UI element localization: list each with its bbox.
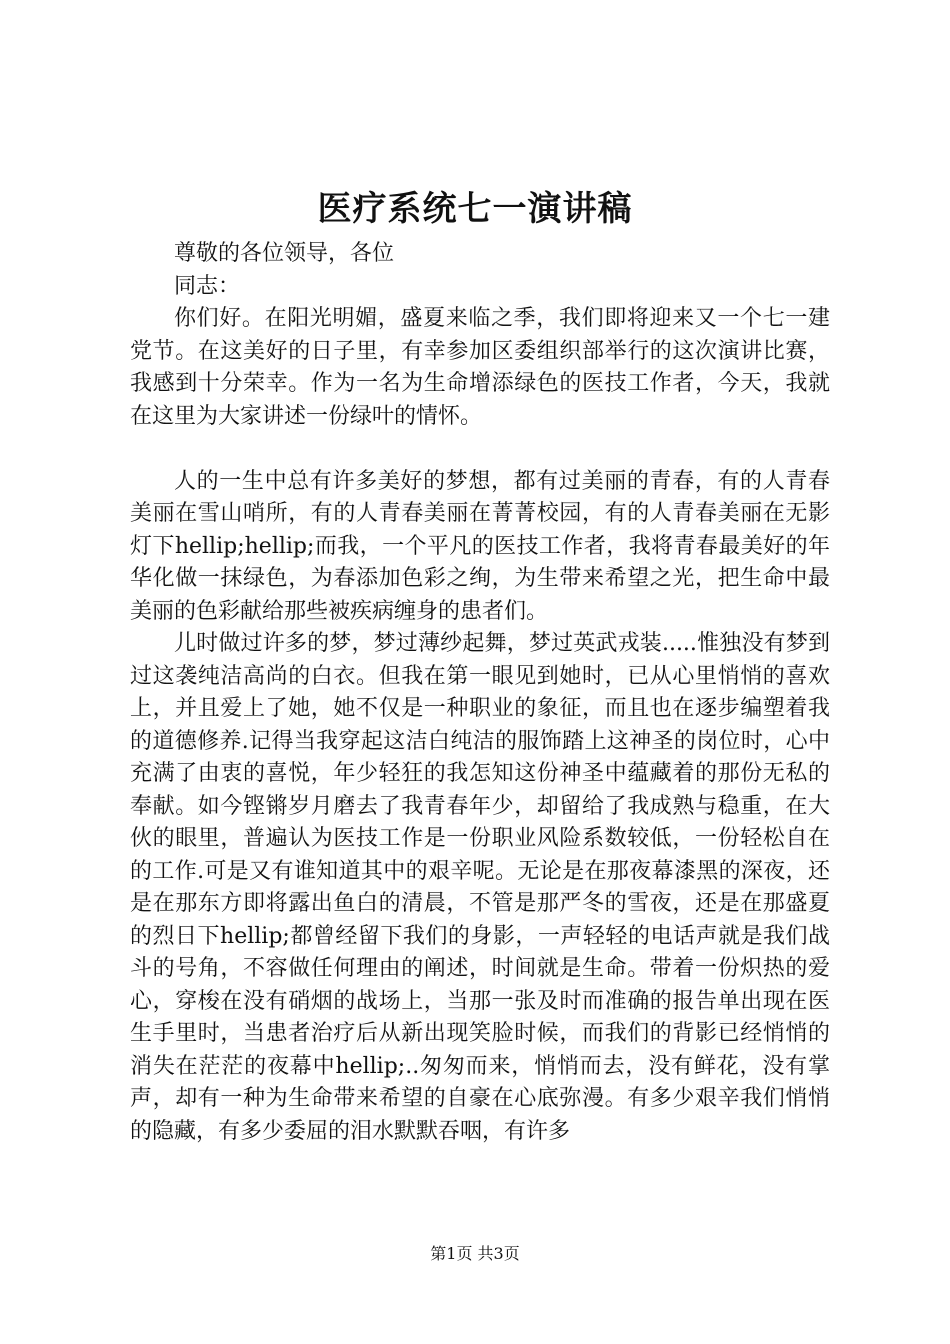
greeting-line: 同志： bbox=[174, 273, 241, 299]
document-title: 医疗系统七一演讲稿 bbox=[317, 189, 633, 229]
paragraph-intro: 你们好。在阳光明媚，盛夏来临之季，我们即将迎来又一个七一建党节。在这美好的日子里，有幸参加区委组织部举行的这次演讲比赛，我感到十分荣幸。作为一名为生命增添绿色的医技工作者，今天，我就在这里为大家讲述一份绿叶的情怀。 bbox=[130, 306, 830, 429]
paragraph-gap bbox=[130, 433, 830, 466]
page-number: 第1页 共3页 bbox=[430, 1244, 520, 1263]
greeting-line: 尊敬的各位领导，各位 bbox=[174, 241, 395, 266]
paragraph-childhood: 儿时做过许多的梦，梦过薄纱起舞，梦过英武戎装.....惟独没有梦到过这袭纯洁高尚的白衣。但我在第一眼见到她时，已从心里悄悄的喜欢上，并且爱上了她，她不仅是一种职业的象征，而且也在逐步编塑着我的道德修养.记得当我穿起这洁白纯洁的服饰踏上这神圣的岗位时，心中充满了由衷的喜悦，年少轻狂的我怎知这份神圣中蕴藏着的那份无私的奉献。如今铿锵岁月磨去了我青春年少，却留给了我成熟与稳重，在大伙的眼里，普遍认为医技工作是一份职业风险系数较低，一份轻松自在的工作.可是又有谁知道其中的艰辛呢。无论是在那夜幕漆黑的深夜，还是在那东方即将露出鱼白的清晨，不管是那严冬的雪夜，还是在那盛夏的烈日下hellip;都曾经留下我们的身影，一声轻轻的电话声就是我们战斗的号角，不容做任何理由的阐述，时间就是生命。带着一份炽热的爱心，穿梭在没有硝烟的战场上，当那一张及时而准确的报告单出现在医生手里时，当患者治疗后从新出现笑脸时候，而我们的背影已经悄悄的消失在茫茫的夜幕中hellip;..匆匆而来，悄悄而去，没有鲜花，没有掌声，却有一种为生命带来希望的自豪在心底弥漫。有多少艰辛我们悄悄的隐藏，有多少委屈的泪水默默吞咽，有许多 bbox=[130, 631, 830, 1144]
paragraph-dreams: 人的一生中总有许多美好的梦想，都有过美丽的青春，有的人青春美丽在雪山哨所，有的人青春美丽在菁菁校园，有的人青春美丽在无影灯下hellip;hellip;而我，一个平凡的医技工作者，我将青春最美好的年华化做一抹绿色，为春添加色彩之绚，为生带来希望之光，把生命中最美丽的色彩献给那些被疾病缠身的患者们。 bbox=[130, 468, 830, 624]
document-body bbox=[130, 238, 830, 1148]
